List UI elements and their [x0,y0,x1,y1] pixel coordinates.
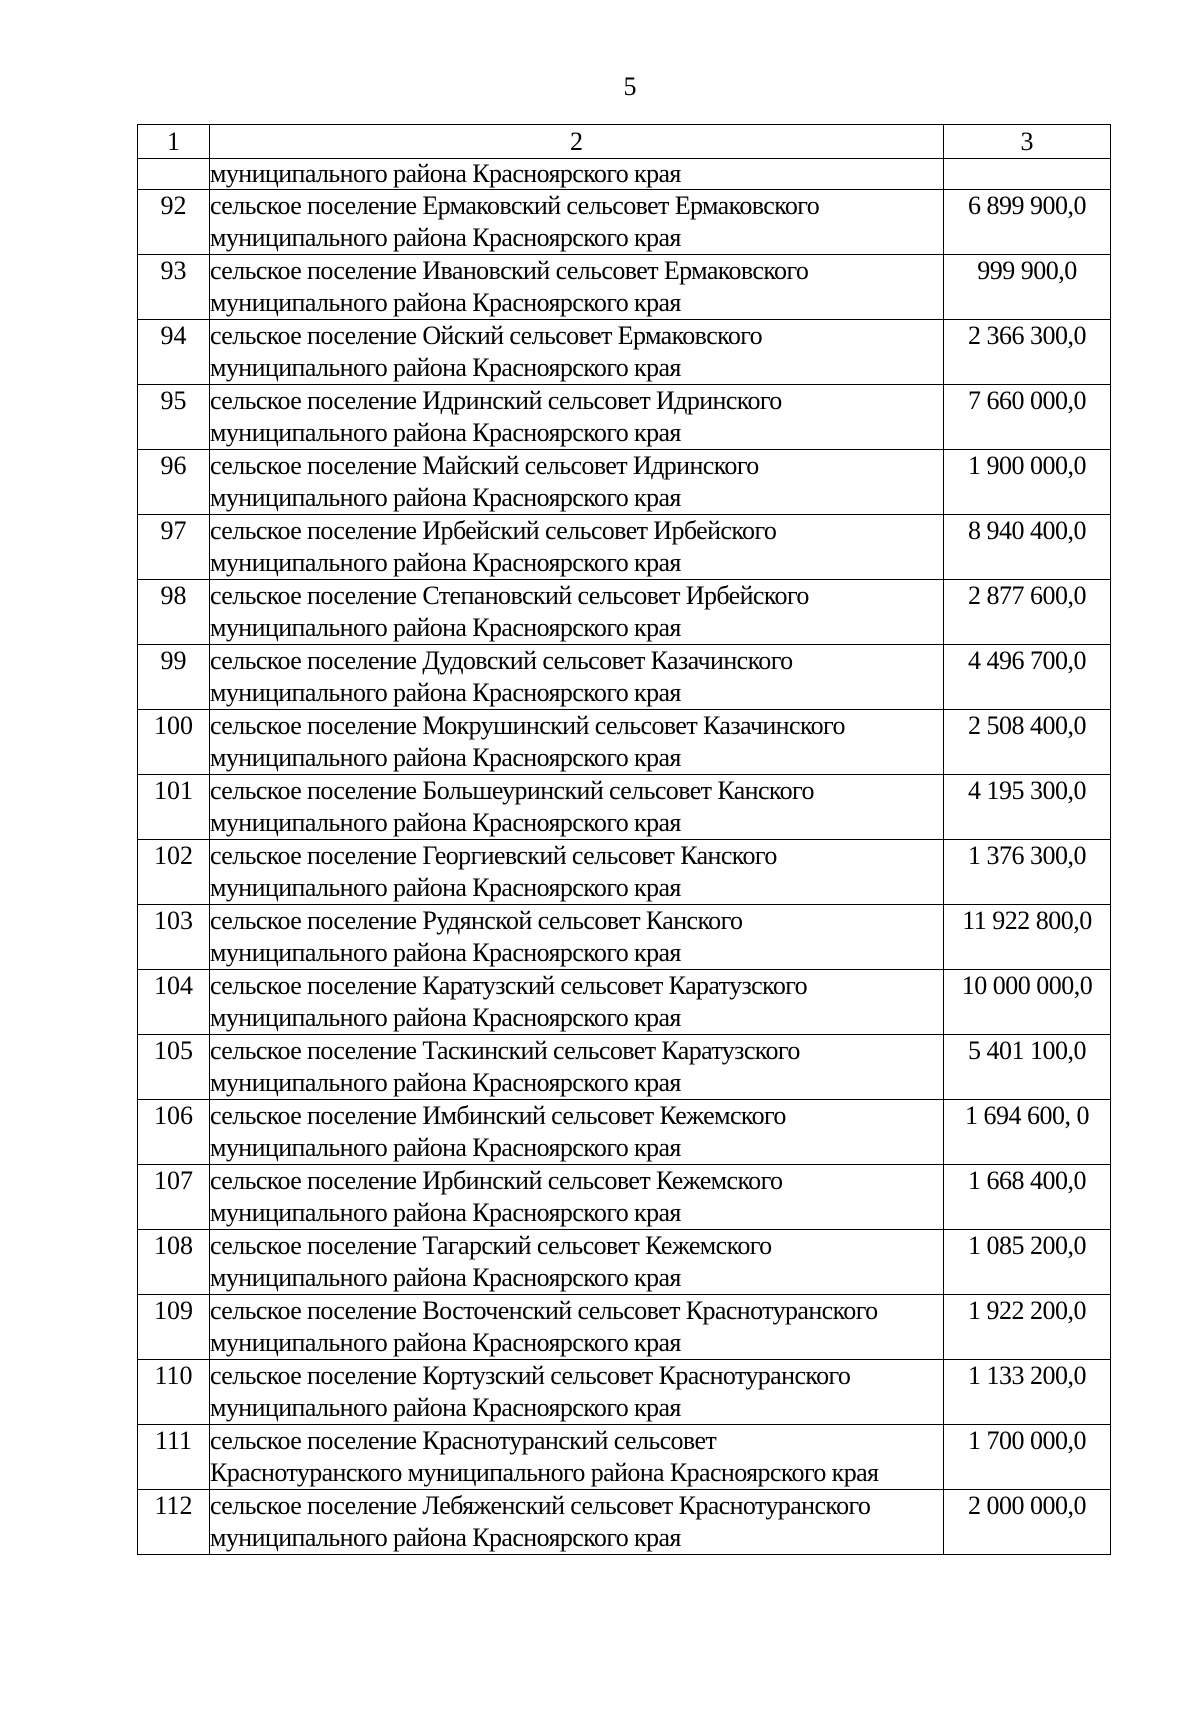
settlement-name-line-1: сельское поселение Имбинский сельсовет Кежемского [210,1101,786,1130]
settlement-name-line-1: сельское поселение Мокрушинский сельсовет Казачинского [210,711,845,740]
table-row [138,1490,1111,1555]
settlement-name-line-2: муниципального района Красноярского края [210,743,681,772]
row-number: 101 [138,775,210,840]
settlement-name-line-2: муниципального района Красноярского края [210,1328,681,1357]
settlement-name-line-2: муниципального района Красноярского края [210,418,681,447]
amount: 1 376 300,0 [944,840,1111,905]
settlement-name-line-2: муниципального района Красноярского края [210,1133,681,1162]
row-number: 92 [138,190,210,255]
row-number: 97 [138,515,210,580]
table-row [138,905,1111,970]
table-row [138,1035,1111,1100]
settlement-name-line-2: муниципального района Красноярского края [210,938,681,967]
settlement-name [210,580,944,645]
settlement-name-line-1: сельское поселение Таскинский сельсовет Каратузского [210,1036,800,1065]
amount: 4 195 300,0 [944,775,1111,840]
settlement-name-line-2: муниципального района Красноярского края [210,288,681,317]
settlement-name-line-1: сельское поселение Тагарский сельсовет Кежемского [210,1231,772,1260]
row-number: 96 [138,450,210,515]
row-number: 105 [138,1035,210,1100]
settlement-name-line-2: муниципального района Красноярского края [210,548,681,577]
amount: 2 366 300,0 [944,320,1111,385]
settlement-name-line-1: сельское поселение Каратузский сельсовет Каратузского [210,971,808,1000]
table-row [138,645,1111,710]
settlement-name-line-1: сельское поселение Ирбейский сельсовет Ирбейского [210,516,777,545]
amount: 1 900 000,0 [944,450,1111,515]
settlement-name [210,645,944,710]
settlement-name-line-2: муниципального района Красноярского края [210,808,681,837]
settlement-name-line-1: сельское поселение Ермаковский сельсовет Ермаковского [210,191,820,220]
settlement-name-line-2: муниципального района Красноярского края [210,678,681,707]
amount: 2 508 400,0 [944,710,1111,775]
amount: 4 496 700,0 [944,645,1111,710]
settlement-name [210,1230,944,1295]
amount: 999 900,0 [944,255,1111,320]
amount: 1 694 600, 0 [944,1100,1111,1165]
continuation-row [138,159,1111,190]
settlement-name-line-2: муниципального района Красноярского края [210,1393,681,1422]
row-number: 93 [138,255,210,320]
settlement-name-line-1: сельское поселение Идринский сельсовет Идринского [210,386,782,415]
settlement-name [210,255,944,320]
amount: 1 133 200,0 [944,1360,1111,1425]
settlement-name-line-2: муниципального района Красноярского края [210,613,681,642]
settlement-name-line-2: муниципального района Красноярского края [210,1198,681,1227]
settlement-name [210,515,944,580]
settlement-name-line-1: сельское поселение Краснотуранский сельсовет [210,1426,717,1455]
table-row [138,190,1111,255]
table-row [138,1100,1111,1165]
amount: 10 000 000,0 [944,970,1111,1035]
row-number: 102 [138,840,210,905]
amount: 1 700 000,0 [944,1425,1111,1490]
row-number: 98 [138,580,210,645]
settlement-name [210,1360,944,1425]
amount: 1 922 200,0 [944,1295,1111,1360]
table-row [138,970,1111,1035]
row-number: 110 [138,1360,210,1425]
settlement-name-line-2: муниципального района Красноярского края [210,1263,681,1292]
continuation-amount-cell [944,159,1111,190]
settlement-name-line-2: муниципального района Красноярского края [210,1003,681,1032]
settlement-name-line-2: муниципального района Красноярского края [210,1068,681,1097]
settlement-name-line-1: сельское поселение Лебяженский сельсовет Краснотуранского [210,1491,871,1520]
settlement-name-line-2: муниципального района Красноярского края [210,353,681,382]
row-number: 94 [138,320,210,385]
settlement-name [210,710,944,775]
settlement-name [210,1490,944,1555]
row-number: 104 [138,970,210,1035]
settlement-name-line-1: сельское поселение Кортузский сельсовет Краснотуранского [210,1361,851,1390]
settlement-name [210,840,944,905]
settlement-name [210,450,944,515]
amount: 1 085 200,0 [944,1230,1111,1295]
table-row [138,840,1111,905]
settlement-name-line-2: муниципального района Красноярского края [210,223,681,252]
settlement-name-line-1: сельское поселение Дудовский сельсовет Казачинского [210,646,793,675]
settlement-name [210,1165,944,1230]
table-row [138,1360,1111,1425]
settlement-name-line-1: сельское поселение Рудянской сельсовет Канского [210,906,743,935]
amount: 8 940 400,0 [944,515,1111,580]
settlement-name [210,190,944,255]
settlement-name-line-2: муниципального района Красноярского края [210,1523,681,1552]
row-number: 99 [138,645,210,710]
allocation-table [137,124,1111,1555]
row-number: 112 [138,1490,210,1555]
settlement-name-line-1: сельское поселение Большеуринский сельсовет Канского [210,776,814,805]
continuation-num-cell [138,159,210,190]
amount: 6 899 900,0 [944,190,1111,255]
amount: 1 668 400,0 [944,1165,1111,1230]
row-number: 106 [138,1100,210,1165]
table-row [138,1230,1111,1295]
amount: 5 401 100,0 [944,1035,1111,1100]
table-row [138,710,1111,775]
settlement-name-line-1: сельское поселение Ойский сельсовет Ермаковского [210,321,763,350]
settlement-name [210,1295,944,1360]
settlement-name-line-1: сельское поселение Ирбинский сельсовет Кежемского [210,1166,783,1195]
amount: 2 000 000,0 [944,1490,1111,1555]
settlement-name [210,1100,944,1165]
table-body [138,125,1111,1555]
header-col-1: 1 [138,125,210,159]
page-number: 5 [623,72,637,101]
settlement-name-line-2: Краснотуранского муниципального района Красноярского края [210,1458,879,1487]
row-number: 107 [138,1165,210,1230]
settlement-name [210,385,944,450]
row-number: 103 [138,905,210,970]
settlement-name [210,320,944,385]
table-row [138,1295,1111,1360]
settlement-name [210,1425,944,1490]
continuation-text: муниципального района Красноярского края [210,159,944,190]
row-number: 95 [138,385,210,450]
header-col-3: 3 [944,125,1111,159]
table-row [138,320,1111,385]
settlement-name-line-1: сельское поселение Георгиевский сельсовет Канского [210,841,777,870]
settlement-name-line-1: сельское поселение Степановский сельсовет Ирбейского [210,581,809,610]
settlement-name-line-1: сельское поселение Восточенский сельсовет Краснотуранского [210,1296,878,1325]
table-row [138,1165,1111,1230]
settlement-name [210,905,944,970]
amount: 11 922 800,0 [944,905,1111,970]
row-number: 111 [138,1425,210,1490]
table-row [138,515,1111,580]
table-row [138,450,1111,515]
row-number: 109 [138,1295,210,1360]
settlement-name [210,970,944,1035]
settlement-name [210,775,944,840]
table-row [138,775,1111,840]
settlement-name-line-1: сельское поселение Ивановский сельсовет Ермаковского [210,256,809,285]
settlement-name-line-1: сельское поселение Майский сельсовет Идринского [210,451,759,480]
row-number: 100 [138,710,210,775]
settlement-name-line-2: муниципального района Красноярского края [210,873,681,902]
header-col-2: 2 [210,125,944,159]
settlement-name-line-2: муниципального района Красноярского края [210,483,681,512]
header-row [138,125,1111,159]
table-row [138,385,1111,450]
settlement-name [210,1035,944,1100]
row-number: 108 [138,1230,210,1295]
amount: 2 877 600,0 [944,580,1111,645]
table-row [138,580,1111,645]
table-row [138,1425,1111,1490]
table-row [138,255,1111,320]
amount: 7 660 000,0 [944,385,1111,450]
